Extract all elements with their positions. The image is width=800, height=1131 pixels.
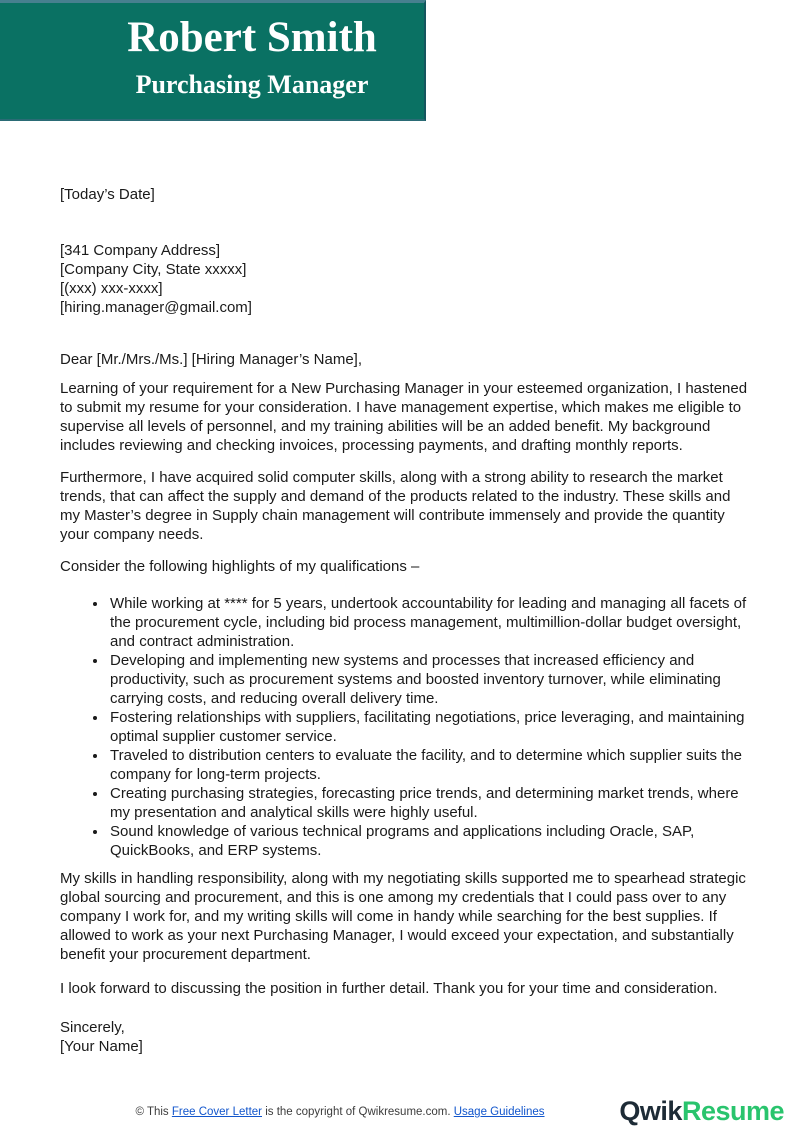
copyright-prefix: © This bbox=[135, 1106, 172, 1118]
copyright-middle: is the copyright of Qwikresume.com. bbox=[262, 1106, 454, 1118]
body-paragraph-2: Furthermore, I have acquired solid computer skills, along with a strong ability to research the market trends, that can affect the supply and demand of the products related to the industry. These skills and my Master’s degree in Supply chain management will contribute immensely and provide the quantity your company needs. bbox=[60, 469, 731, 543]
qualification-item: • Creating purchasing strategies, forecasting price trends, and determining market trends, where my presentation and analytical skills were highly useful. bbox=[108, 784, 748, 822]
address-line-phone: [(xxx) xxx-xxxx] bbox=[60, 280, 163, 297]
address-line-city: [Company City, State xxxxx] bbox=[60, 261, 247, 278]
signoff: Sincerely, bbox=[60, 1019, 125, 1036]
qualification-item: • Developing and implementing new systems and processes that increased efficiency and productivity, such as procurement systems and boosted inventory turnover, while eliminating carrying costs, and reducing overall delivery time. bbox=[108, 651, 748, 708]
header-text-block bbox=[0, 3, 424, 100]
closing-paragraph-2: I look forward to discussing the position in further detail. Thank you for your time and consideration. bbox=[60, 980, 718, 997]
usage-guidelines-link[interactable]: Usage Guidelines bbox=[453, 1106, 545, 1118]
letter-body bbox=[60, 121, 748, 1056]
salutation: Dear [Mr./Mrs./Ms.] [Hiring Manager’s Name], bbox=[60, 351, 363, 368]
copyright-text bbox=[60, 1106, 620, 1118]
qwikresume-logo bbox=[619, 1096, 784, 1126]
date-placeholder: [Today’s Date] bbox=[60, 186, 155, 203]
qualification-item: • While working at **** for 5 years, undertook accountability for leading and managing all facets of the procurement cycle, including bid process management, multimillion-dollar budget oversight, and contract administration. bbox=[108, 594, 748, 651]
page-footer bbox=[0, 1096, 800, 1131]
qualification-item: • Sound knowledge of various technical programs and applications including Oracle, SAP, QuickBooks, and ERP systems. bbox=[108, 822, 748, 860]
logo-resume-text: Resume bbox=[681, 1096, 784, 1126]
address-line-email: [hiring.manager@gmail.com] bbox=[60, 299, 252, 316]
qualifications-list bbox=[60, 594, 748, 860]
signature-placeholder: [Your Name] bbox=[60, 1038, 143, 1055]
free-cover-letter-link[interactable]: Free Cover Letter bbox=[171, 1106, 262, 1118]
candidate-title: Purchasing Manager bbox=[135, 70, 369, 100]
address-line-street: [341 Company Address] bbox=[60, 242, 221, 259]
qualifications-intro: Consider the following highlights of my qualifications – bbox=[60, 558, 420, 575]
body-paragraph-1: Learning of your requirement for a New Purchasing Manager in your esteemed organization, I hastened to submit my resume for your consideration. I have management expertise, which makes me eligible to supervise all levels of personnel, and my training abilities will be an added benefit. My background includes reviewing and checking invoices, processing payments, and drafting monthly reports. bbox=[60, 380, 748, 454]
qualification-item: • Traveled to distribution centers to evaluate the facility, and to determine which supplier suits the company for long-term projects. bbox=[108, 746, 748, 784]
address-block bbox=[60, 241, 748, 317]
qualification-item: • Fostering relationships with suppliers, facilitating negotiations, price leveraging, and maintaining optimal supplier customer service. bbox=[108, 708, 748, 746]
closing-paragraph-1: My skills in handling responsibility, along with my negotiating skills supported me to spearhead strategic global sourcing and procurement, and this is one among my credentials that I could pass over to any company I work for, and my writing skills will come in handy while searching for the best supplies. If allowed to work as your next Purchasing Manager, I would exceed your expectation, and substantially benefit your procurement department. bbox=[60, 870, 746, 963]
logo-qwik-text: Qwik bbox=[619, 1096, 682, 1126]
header-banner bbox=[0, 0, 426, 121]
candidate-name: Robert Smith bbox=[127, 14, 377, 61]
